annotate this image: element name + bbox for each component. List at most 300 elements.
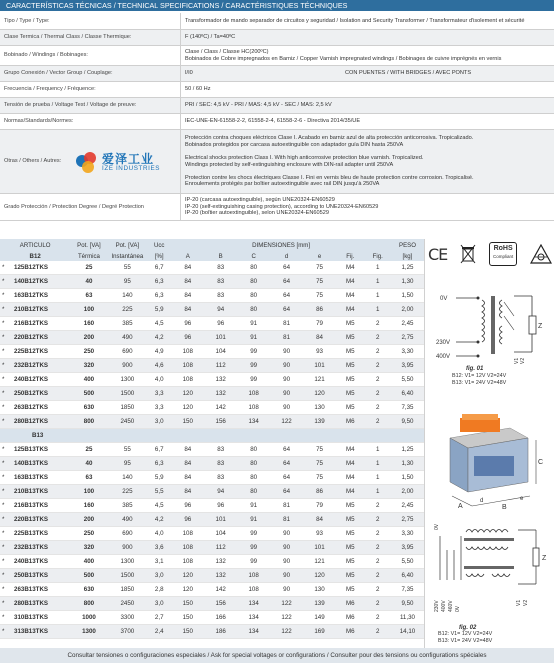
photo-label-b: B — [502, 504, 507, 511]
header-series-b12: B12 — [0, 251, 70, 261]
availability-asterisk: * — [2, 376, 5, 383]
table-cell: 108 — [171, 345, 204, 359]
table-cell: 3,0 — [147, 569, 171, 583]
spec-value: Clase / Class / Classe HC(200ºC) Bobinados de Cobre impregnados en Barniz / Copper Varnish impregnated windings / Bobinages de cuivre imprégnés en vernis — [181, 46, 554, 66]
table-row — [0, 275, 424, 289]
availability-asterisk: * — [2, 306, 5, 313]
series-name: B13 — [0, 429, 424, 443]
article-cell — [0, 541, 70, 555]
article-cell — [0, 611, 70, 625]
table-cell: 11,30 — [391, 611, 424, 625]
table-cell: 132 — [204, 373, 237, 387]
table-cell: 81 — [270, 499, 303, 513]
table-cell: 3,6 — [147, 541, 171, 555]
table-cell: 690 — [108, 527, 148, 541]
spec-table — [0, 13, 554, 221]
table-cell: M4 — [336, 457, 365, 471]
table-cell: 7,35 — [391, 401, 424, 415]
table-cell: 101 — [303, 359, 336, 373]
table-cell: 2 — [365, 541, 391, 555]
article-cell — [0, 359, 70, 373]
table-cell: 95 — [108, 275, 148, 289]
article-code: 163B12TKS — [14, 292, 49, 299]
article-cell — [0, 331, 70, 345]
table-cell: 75 — [303, 443, 336, 457]
wiring-diagram-fig2 — [428, 520, 552, 622]
table-cell: 80 — [237, 275, 270, 289]
article-code: 240B13TKS — [14, 558, 49, 565]
article-code: 263B12TKS — [14, 404, 49, 411]
spec-label: Grupo Conexión / Vector Group / Couplage: — [0, 66, 181, 82]
availability-asterisk: * — [2, 502, 5, 509]
table-cell: 5,50 — [391, 555, 424, 569]
table-cell: 2 — [365, 345, 391, 359]
table-cell: 55 — [108, 443, 148, 457]
table-cell: M5 — [336, 527, 365, 541]
table-cell: 91 — [237, 513, 270, 527]
table-cell: 90 — [270, 555, 303, 569]
table-cell: 134 — [237, 625, 270, 639]
header-pot-termica: Pot. [VA] — [70, 239, 107, 251]
table-cell: 225 — [108, 485, 148, 499]
table-cell: 1500 — [108, 569, 148, 583]
table-cell: 86 — [303, 303, 336, 317]
spec-label: Tensión de prueba / Voltage Test / Voltage de preuve: — [0, 98, 181, 114]
article-cell — [0, 471, 70, 485]
table-cell: 2,45 — [391, 499, 424, 513]
table-cell: 132 — [204, 555, 237, 569]
header-instantanea: Instantánea — [108, 251, 148, 261]
table-cell: 6,3 — [147, 275, 171, 289]
table-row — [0, 499, 424, 513]
availability-asterisk: * — [2, 446, 5, 453]
availability-asterisk: * — [2, 460, 5, 467]
footer-note: Consultar tensiones o configuraciones especiales / Ask for special voltages or configurations / Consulter pour des tensions ou configurations spéciales — [0, 648, 554, 663]
table-cell: 84 — [171, 289, 204, 303]
availability-asterisk: * — [2, 320, 5, 327]
spec-row — [0, 114, 554, 130]
table-cell: 4,6 — [147, 359, 171, 373]
table-cell: 104 — [204, 527, 237, 541]
table-cell: 3,95 — [391, 541, 424, 555]
spec-label: Clase Termica / Thermal Class / Classe Thermique: — [0, 30, 181, 46]
table-cell: 108 — [237, 401, 270, 415]
photo-label-c: C — [538, 459, 544, 466]
spec-value: PRI / SEC: 4,5 kV - PRI / MAS: 4,5 kV - SEC / MAS: 2,5 kV — [181, 98, 554, 114]
header-fig: Fig. — [365, 251, 391, 261]
table-cell: 2 — [365, 317, 391, 331]
table-cell: 90 — [270, 527, 303, 541]
table-cell: 93 — [303, 527, 336, 541]
article-cell — [0, 527, 70, 541]
table-cell: 101 — [303, 541, 336, 555]
article-code: 240B12TKS — [14, 376, 49, 383]
table-cell: 25 — [70, 261, 107, 275]
spec-label: Grado Protección / Protection Degree / Degré Protection — [0, 194, 181, 221]
table-cell: 84 — [171, 303, 204, 317]
table-cell: 1,25 — [391, 443, 424, 457]
table-row — [0, 359, 424, 373]
table-cell: 4,2 — [147, 331, 171, 345]
table-cell: 4,0 — [147, 373, 171, 387]
table-cell: 2 — [365, 611, 391, 625]
availability-asterisk: * — [2, 390, 5, 397]
table-cell: 139 — [303, 415, 336, 429]
table-cell: 4,9 — [147, 345, 171, 359]
article-code: 263B13TKS — [14, 586, 49, 593]
table-cell: 1850 — [108, 401, 148, 415]
table-cell: 6,7 — [147, 443, 171, 457]
table-cell: 3,1 — [147, 555, 171, 569]
table-cell: M6 — [336, 625, 365, 639]
header-fij: Fij. — [336, 251, 365, 261]
table-cell: M4 — [336, 261, 365, 275]
spec-row — [0, 30, 554, 46]
table-cell: 81 — [270, 513, 303, 527]
table-cell: 108 — [171, 555, 204, 569]
table-cell: 150 — [171, 611, 204, 625]
table-cell: 90 — [270, 387, 303, 401]
table-cell: 3,3 — [147, 401, 171, 415]
table-cell: M4 — [336, 471, 365, 485]
table-cell: 121 — [303, 555, 336, 569]
fig2-label-400v: 400V — [441, 600, 447, 612]
article-cell — [0, 555, 70, 569]
table-cell: 96 — [171, 331, 204, 345]
article-cell — [0, 499, 70, 513]
table-cell: 80 — [237, 471, 270, 485]
article-cell — [0, 625, 70, 639]
table-row — [0, 289, 424, 303]
rohs-text: RoHS — [493, 245, 513, 252]
table-cell: 9,50 — [391, 597, 424, 611]
spec-value: Protección contra choques eléctricos Clase I. Acabado en barniz azul de alta protección anticorrosiva. Tropicalizado. Bobinados protegidos por carcasa autoextinguible con adaptador guía DIN hasta 250VA Electrical shocks protection Class I. With high anticorrosive protection blue varnish. Tropicalized. Windings protected by self-extinguishing enclosure with DIN-rail adapter until 250VA Protection contre les chocs électriques Classe I. Fini en vernis bleu de haute protection contre corrosion. Tropicalisé. Enroulements protégés par boîtier autoextinguible avec rail DIN jusqu'à 250VA — [181, 130, 554, 194]
table-cell: 5,9 — [147, 471, 171, 485]
table-cell: 2 — [365, 415, 391, 429]
fig2-voltage-b13: B13: V1= 24V V2=48V — [438, 638, 493, 644]
table-cell: 2 — [365, 569, 391, 583]
table-row — [0, 555, 424, 569]
table-cell: 83 — [204, 471, 237, 485]
table-cell: 40 — [70, 457, 107, 471]
table-cell: 2 — [365, 499, 391, 513]
table-row — [0, 331, 424, 345]
photo-label-e: e — [520, 496, 524, 502]
table-cell: 86 — [303, 485, 336, 499]
table-cell: 2 — [365, 359, 391, 373]
availability-asterisk: * — [2, 586, 5, 593]
table-cell: 2,75 — [391, 513, 424, 527]
table-cell: 81 — [270, 317, 303, 331]
table-cell: 2,75 — [391, 331, 424, 345]
fig2-caption: fig. 02 — [459, 625, 477, 631]
table-cell: M5 — [336, 499, 365, 513]
table-row — [0, 541, 424, 555]
table-cell: M4 — [336, 443, 365, 457]
table-cell: 90 — [270, 569, 303, 583]
fig1-caption: fig. 01 — [466, 366, 484, 372]
series-header-row — [0, 429, 424, 443]
table-row — [0, 401, 424, 415]
spec-label: Bobinado / Windings / Bobinages: — [0, 46, 181, 66]
table-cell: 63 — [70, 289, 107, 303]
table-cell: 134 — [237, 611, 270, 625]
availability-asterisk: * — [2, 516, 5, 523]
table-cell: 99 — [237, 373, 270, 387]
table-cell: 83 — [204, 443, 237, 457]
table-cell: 99 — [237, 555, 270, 569]
spec-value — [181, 66, 554, 82]
table-cell: 90 — [270, 345, 303, 359]
availability-asterisk: * — [2, 600, 5, 607]
table-cell: 490 — [108, 513, 148, 527]
table-cell: 1 — [365, 261, 391, 275]
table-cell: 91 — [237, 331, 270, 345]
table-cell: 108 — [237, 387, 270, 401]
article-cell — [0, 401, 70, 415]
table-cell: 156 — [204, 415, 237, 429]
availability-asterisk: * — [2, 474, 5, 481]
table-cell: 385 — [108, 499, 148, 513]
table-cell: 3,95 — [391, 359, 424, 373]
header-ucc: Ucc — [147, 239, 171, 251]
availability-asterisk: * — [2, 404, 5, 411]
table-cell: 1 — [365, 485, 391, 499]
table-cell: 99 — [237, 527, 270, 541]
table-cell: M5 — [336, 387, 365, 401]
table-cell: 4,2 — [147, 513, 171, 527]
table-cell: 2 — [365, 597, 391, 611]
table-cell: 166 — [204, 611, 237, 625]
article-cell — [0, 303, 70, 317]
table-cell: 130 — [303, 401, 336, 415]
spec-value: IEC-UNE-EN-61558-2-2, 61558-2-4, 61558-2-6 - Directiva 2014/35/UE — [181, 114, 554, 130]
fig1-label-v2: V2 — [520, 357, 526, 364]
table-cell: 149 — [303, 611, 336, 625]
table-cell: 83 — [204, 457, 237, 471]
article-code: 220B13TKS — [14, 516, 49, 523]
table-cell: 500 — [70, 387, 107, 401]
spec-label-text: Otras / Others / Autres: — [4, 158, 62, 165]
table-row — [0, 317, 424, 331]
article-cell — [0, 443, 70, 457]
table-cell: 80 — [237, 485, 270, 499]
spec-row — [0, 130, 554, 194]
table-cell: 140 — [108, 471, 148, 485]
table-cell: 120 — [171, 401, 204, 415]
article-code: 216B13TKS — [14, 502, 49, 509]
table-cell: 160 — [70, 317, 107, 331]
table-cell: 900 — [108, 359, 148, 373]
header-percent: [%] — [147, 251, 171, 261]
spec-value-extra: CON PUENTES / WITH BRIDGES / AVEC PONTS — [345, 70, 472, 77]
table-cell: 1300 — [108, 373, 148, 387]
article-code: 210B13TKS — [14, 488, 49, 495]
fig1-voltage-b12: B12: V1= 12V V2=24V — [452, 373, 507, 379]
table-cell: 200 — [70, 331, 107, 345]
table-cell: 6,40 — [391, 569, 424, 583]
table-cell: M5 — [336, 583, 365, 597]
table-cell: 3,0 — [147, 415, 171, 429]
header-d: d — [270, 251, 303, 261]
fig1-label-v1: V1 — [514, 357, 520, 364]
table-cell: 225 — [108, 303, 148, 317]
table-cell: 40 — [70, 275, 107, 289]
table-cell: 104 — [204, 345, 237, 359]
table-cell: 5,9 — [147, 303, 171, 317]
article-cell — [0, 513, 70, 527]
table-cell: 120 — [303, 387, 336, 401]
table-cell: 150 — [171, 415, 204, 429]
table-cell: 1 — [365, 457, 391, 471]
table-cell: 134 — [237, 415, 270, 429]
table-cell: 142 — [204, 583, 237, 597]
table-cell: 112 — [204, 359, 237, 373]
table-cell: 250 — [70, 527, 107, 541]
certification-marks — [428, 241, 552, 267]
table-cell: 3,30 — [391, 527, 424, 541]
table-cell: 84 — [171, 471, 204, 485]
table-cell: 7,35 — [391, 583, 424, 597]
recycling-bin-icon — [460, 244, 476, 264]
header-c: C — [237, 251, 270, 261]
header-dimensions: DIMENSIONES [mm] — [171, 239, 391, 251]
table-cell: 96 — [171, 317, 204, 331]
table-cell: 2,00 — [391, 485, 424, 499]
table-cell: 122 — [270, 597, 303, 611]
spec-value: Transformador de mando separador de circuitos y seguridad / Isolation and Security Transformer / Transformateur d'isolement et sécurité — [181, 13, 554, 30]
table-cell: 1500 — [108, 387, 148, 401]
article-code: 220B12TKS — [14, 334, 49, 341]
table-cell: 90 — [270, 541, 303, 555]
article-cell — [0, 261, 70, 275]
table-cell: M5 — [336, 359, 365, 373]
article-code: 280B12TKS — [14, 418, 49, 425]
table-cell: 3300 — [108, 611, 148, 625]
table-cell: M5 — [336, 555, 365, 569]
table-cell: 3,3 — [147, 387, 171, 401]
article-code: 210B12TKS — [14, 306, 49, 313]
table-cell: 156 — [204, 597, 237, 611]
spec-value-main: I/I0 — [185, 70, 193, 77]
header-termica: Térmica — [70, 251, 107, 261]
table-cell: 2 — [365, 527, 391, 541]
table-cell: 5,5 — [147, 485, 171, 499]
table-cell: 130 — [303, 583, 336, 597]
table-row — [0, 513, 424, 527]
table-cell: 9,50 — [391, 415, 424, 429]
table-cell: 80 — [237, 289, 270, 303]
spec-value: 50 / 60 Hz — [181, 82, 554, 98]
table-cell: 320 — [70, 541, 107, 555]
table-cell: 1,50 — [391, 471, 424, 485]
table-cell: 2450 — [108, 415, 148, 429]
table-cell: 80 — [237, 457, 270, 471]
article-code: 125B12TKS — [14, 264, 49, 271]
table-cell: 1850 — [108, 583, 148, 597]
table-row — [0, 345, 424, 359]
table-cell: 1300 — [70, 625, 107, 639]
table-row — [0, 261, 424, 275]
table-row — [0, 597, 424, 611]
table-cell: 80 — [237, 303, 270, 317]
spec-row — [0, 82, 554, 98]
article-code: 225B13TKS — [14, 530, 49, 537]
table-cell: 75 — [303, 275, 336, 289]
photo-label-d: d — [480, 498, 484, 504]
table-cell: 64 — [270, 289, 303, 303]
photo-label-a: A — [458, 503, 463, 510]
table-cell: 101 — [204, 331, 237, 345]
table-cell: 2,8 — [147, 583, 171, 597]
table-cell: 75 — [303, 289, 336, 303]
header-kg: [kg] — [391, 251, 424, 261]
table-row — [0, 569, 424, 583]
table-cell: 2 — [365, 513, 391, 527]
availability-asterisk: * — [2, 488, 5, 495]
availability-asterisk: * — [2, 530, 5, 537]
article-cell — [0, 583, 70, 597]
table-cell: 64 — [270, 303, 303, 317]
table-cell: 83 — [204, 275, 237, 289]
table-cell: 64 — [270, 457, 303, 471]
table-cell: 139 — [303, 597, 336, 611]
table-cell: 2 — [365, 555, 391, 569]
table-cell: 690 — [108, 345, 148, 359]
article-code: 216B12TKS — [14, 320, 49, 327]
table-cell: 112 — [204, 541, 237, 555]
table-cell: 84 — [171, 443, 204, 457]
table-row — [0, 415, 424, 429]
table-cell: 3,30 — [391, 345, 424, 359]
article-code: 313B13TKS — [14, 628, 49, 635]
fig1-voltages — [452, 373, 506, 387]
spec-label: Normas/Standards/Normes: — [0, 114, 181, 130]
fig2-label-0v-a: 0V — [434, 523, 440, 530]
table-cell: 96 — [171, 513, 204, 527]
table-cell: 122 — [270, 625, 303, 639]
article-cell — [0, 345, 70, 359]
fig2-label-460v: 460V — [448, 600, 454, 612]
fig1-voltage-b13: B13: V1= 24V V2=48V — [452, 380, 507, 386]
header-e: e — [303, 251, 336, 261]
fig2-label-z: Z — [542, 555, 547, 562]
table-cell: 75 — [303, 471, 336, 485]
table-cell: 80 — [237, 443, 270, 457]
ize-logo — [76, 152, 160, 174]
table-cell: M5 — [336, 513, 365, 527]
table-cell: 84 — [171, 261, 204, 275]
article-cell — [0, 485, 70, 499]
spec-row — [0, 194, 554, 221]
table-cell: 95 — [108, 457, 148, 471]
spec-row — [0, 66, 554, 82]
table-cell: 100 — [70, 485, 107, 499]
table-cell: 1300 — [108, 555, 148, 569]
table-row — [0, 485, 424, 499]
table-cell: 6,40 — [391, 387, 424, 401]
table-cell: 120 — [171, 569, 204, 583]
header-articulo: ARTICULO — [0, 239, 70, 251]
article-cell — [0, 415, 70, 429]
availability-asterisk: * — [2, 572, 5, 579]
article-cell — [0, 387, 70, 401]
table-cell: 84 — [171, 457, 204, 471]
table-cell: 4,5 — [147, 317, 171, 331]
table-cell: 630 — [70, 401, 107, 415]
table-cell: 150 — [171, 597, 204, 611]
availability-asterisk: * — [2, 334, 5, 341]
